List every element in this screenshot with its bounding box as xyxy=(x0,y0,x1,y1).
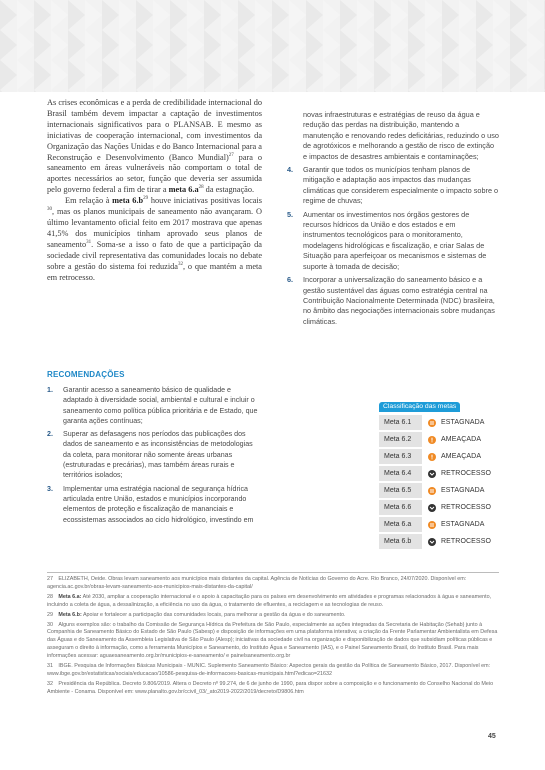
footnote-meta-label: Meta 6.a: xyxy=(58,593,82,600)
retrocesso-icon xyxy=(428,504,436,512)
status-label: RETROCESSO xyxy=(441,504,492,511)
meta-label: Meta 6.3 xyxy=(379,449,422,464)
footnote xyxy=(47,681,499,697)
classification-row xyxy=(379,534,498,549)
meta-label: Meta 6.b xyxy=(379,534,422,549)
classification-title: Classificação das metas xyxy=(379,402,460,412)
retrocesso-icon xyxy=(428,470,436,478)
paragraph-meta-6b: Em relação à meta $6.b^{29}$ houve iniciativas positivas locais $^{30}$, mas os planos municipais de saneamento não avançaram. O último levantamento oficial feito em 2017 mostrava que apenas 41,5% dos municípios tinham aprovado seus planos de saneamento$^{31}$. Soma-se a isso o fato de que a participação da sociedade civil representativa das comunidades locais no debate sobre a gestão do sistema foi reduzida$^{32}$, o que mantém a meta em retrocesso. xyxy=(47,196,263,282)
header-pattern-band xyxy=(0,0,545,92)
recommendation-item: 1. Garantir acesso a saneamento básico de qualidade e adaptado à diversidade social, ambiental e cultural e incluir o saneamento como política pública prioritária e de Estado, que garanta ações contínuas; xyxy=(47,386,258,425)
meta-label: Meta 6.5 xyxy=(379,483,422,498)
pause-icon xyxy=(428,487,436,495)
classification-rows xyxy=(379,415,498,549)
footnote xyxy=(47,622,499,662)
status-label: ESTAGNADA xyxy=(441,419,485,426)
meta-label: Meta 6.6 xyxy=(379,500,422,515)
meta-label: Meta 6.2 xyxy=(379,432,422,447)
footnote-text: Presidência da República. Decreto 9.806/2019. Altera o Decreto nº 99.274, de 6 de junho de 1990, para dispor sobre a composição e o funcionamento do Conselho Nacional do Meio Ambiente - Conama. Disponível em: www.planalto.gov.br/ccivil_03/_ato2019-2022/2019/decreto/D9806.htm xyxy=(47,680,494,695)
footnote-number: 29 xyxy=(47,611,53,618)
classification-row xyxy=(379,500,498,515)
status-label: ESTAGNADA xyxy=(441,521,485,528)
left-body-text xyxy=(47,98,262,283)
footnote-text: Apoiar e fortalecer a participação das comunidades locais, para melhorar a gestão da água e do saneamento. xyxy=(81,611,346,618)
goal-classification-panel xyxy=(379,395,498,549)
footnote xyxy=(47,663,499,679)
footnotes xyxy=(47,576,499,699)
footnote xyxy=(47,594,499,610)
footnote-text: Até 2030, ampliar a cooperação internacional e o apoio à capacitação para os países em desenvolvimento em atividades e programas relacionados à água e saneamento, incluindo a coleta de água, a dessalinização, a eficiência no uso da água, o tratamento de efluentes, a reciclagem e as tecnologias de reuso. xyxy=(47,593,492,608)
recommendation-item: 5. Aumentar os investimentos nos órgãos gestores de recursos hídricos da União e dos estados e em instrumentos tecnológicos para o monitoramento, modelagens hidrológicas e fiscalização, e criar Salas de Situação para aperfeiçoar os mecanismos e sistemas de suporte à tomada de decisão; xyxy=(287,209,487,271)
meta-label: Meta 6.1 xyxy=(379,415,422,430)
footnote-divider xyxy=(47,572,499,573)
status-label: AMEAÇADA xyxy=(441,436,482,443)
recommendation-3-continuation: novas infraestruturas e estratégias de reuso da água e redução das perdas na distribuição, mantendo a manutenção e renovando redes deficitárias, reduzindo o uso de agrotóxicos e melhorando a gestão de risco de extinção e impactos de desastres ambientais e contaminações; xyxy=(303,110,499,161)
footnote-number: 28 xyxy=(47,593,53,600)
footnote-text: Alguns exemplos são: o trabalho da Comissão de Segurança Hídrica da Prefeitura de São Paulo, especialmente as ações integradas da Secretaria de Habitação (Sehab) junto à Companhia de Saneamento Básico do Estado de São Paulo (Sabesp) e disposição de informações em uma plataforma interativa; a criação da Frente Parlamentar Ambientalista em Defesa das Águas e do Saneamento da Assembleia Legislativa de São Paulo (Alesp); iniciativas da sociedade civil na organização e disponibilização de dados que subsidiam políticas públicas e asseguram o direito à informação, como a ferramenta Municípios e Saneamento, do Instituto Água e Saneamento (IAS), e o Painel Saneamento Brasil, do Instituto Brasil. Para mais informações acessar: aguaesaneamento.org.br/municipios-e-saneamento/ e painelsaneamento.org.br xyxy=(47,621,498,660)
footnote-text: IBGE. Pesquisa de Informações Básicas Municipais - MUNIC. Suplemento Saneamento Básico: Aspectos gerais da gestão da Política de Saneamento Básico, 2017. Disponível em: www.ibge.gov.br/estatisticas/sociais/educacao/10586-pesquisa-de-informacoes-basicas-municipais.html?edicao=21632 xyxy=(47,663,491,677)
recommendations-list xyxy=(47,385,262,528)
footnote xyxy=(47,612,499,620)
retrocesso-icon xyxy=(428,538,436,546)
footnote-meta-label: Meta 6.b: xyxy=(58,611,82,618)
footnote-number: 32 xyxy=(47,680,53,687)
page-number: 45 xyxy=(488,733,496,740)
recommendation-item: 3. Implementar uma estratégia nacional de segurança hídrica articulada entre União, estados e municípios incorporando elementos de proteção e fiscalização de mananciais e ecossistemas associados ao ciclo hidrológico, investindo em xyxy=(47,484,254,524)
chevron-pattern-decoration xyxy=(0,0,545,92)
status-label: RETROCESSO xyxy=(441,470,492,477)
footnote xyxy=(47,576,499,592)
footnote-number: 30 xyxy=(47,621,53,628)
status-label: ESTAGNADA xyxy=(441,487,485,494)
classification-row xyxy=(379,483,498,498)
paragraph-crises: As crises econômicas e a perda de credibilidade internacional do Brasil também devem impactar a captação de investimentos internacionais significativos para o PLANSAB. E mesmo as iniciativas de cooperação internacional, com investimentos da Organização das Nações Unidas e do Banco Internacional para a Reconstrução e Desenvolvimento (Banco Mundial)$^{27}$ para o saneamento em áreas vulneráveis não comportam o total de aportes necessários ao setor, função que deveria ser assumida pelo governo federal a fim de tirar a meta $6.a^{28}$ da estagnação. xyxy=(47,98,262,195)
warning-icon xyxy=(428,453,436,461)
classification-row xyxy=(379,415,498,430)
classification-row xyxy=(379,432,498,447)
status-label: AMEAÇADA xyxy=(441,453,482,460)
classification-row xyxy=(379,449,498,464)
recommendation-item: 4. Garantir que todos os municípios tenham planos de mitigação e adaptação aos impactos das mudanças climáticas que considerem especialmente o impacto sobre o regime de chuvas; xyxy=(287,165,499,206)
footnote-text: ELIZABETH, Oeide. Obras levam saneamento aos municípios mais distantes da capital. Agência de Notícias do Governo do Acre. Rio Branco, 24/07/2020. Disponível em: agencia.ac.gov.br/obras-levam-saneamento-aos-municipios-mais-distantes-da-capital/ xyxy=(47,576,467,590)
classification-row xyxy=(379,517,498,532)
recommendations-heading: RECOMENDAÇÕES xyxy=(47,370,125,379)
recommendation-item: 6. Incorporar a universalização do saneamento básico e a gestão sustentável das águas como estratégia central na Contribuição Nacionalmente Determinada (NDC) brasileira, no âmbito das negociações internacionais sobre mudanças climáticas. xyxy=(287,275,495,326)
classification-row xyxy=(379,466,498,481)
pause-icon xyxy=(428,419,436,427)
right-recommendations-continued xyxy=(287,110,499,330)
meta-label: Meta 6.a xyxy=(379,517,422,532)
pause-icon xyxy=(428,521,436,529)
footnote-number: 27 xyxy=(47,576,53,582)
warning-icon xyxy=(428,436,436,444)
meta-label: Meta 6.4 xyxy=(379,466,422,481)
footnote-number: 31 xyxy=(47,663,53,670)
status-label: RETROCESSO xyxy=(441,538,492,545)
recommendation-item: 2. Superar as defasagens nos períodos das publicações dos dados de saneamento e as inconsistências de metodologias da coleta, para monitorar não somente áreas urbanas (estruturadas e precárias), mas também áreas rurais e territórios isolados; xyxy=(47,430,253,480)
